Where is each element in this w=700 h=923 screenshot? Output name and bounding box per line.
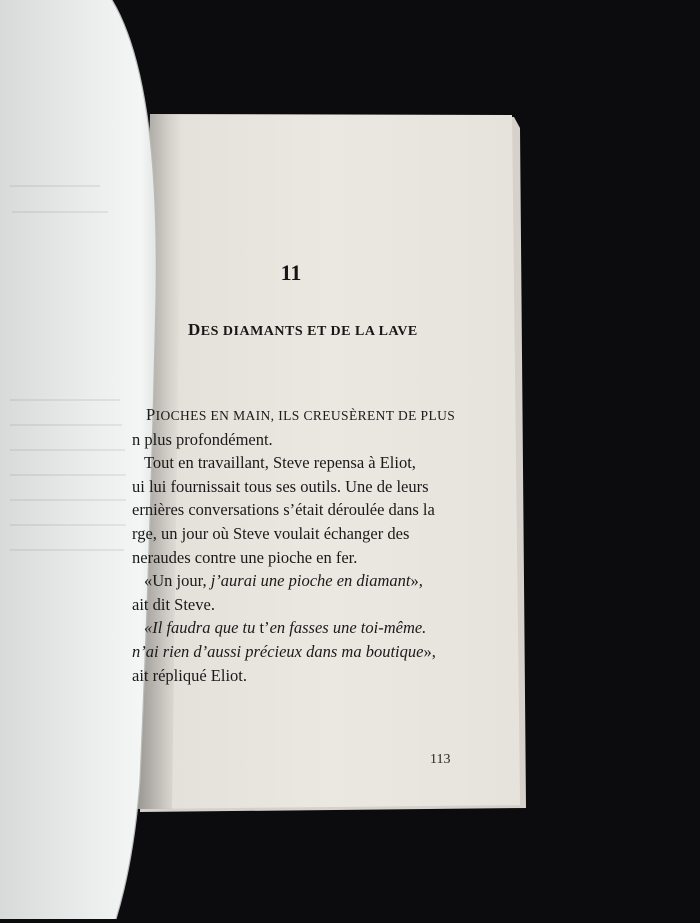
chapter-title-rest: ES DIAMANTS ET DE LA LAVE	[200, 324, 418, 339]
text-line-7: neraudes contre une pioche en fer.	[132, 547, 358, 567]
text-line-3	[132, 451, 452, 475]
text-line-8	[132, 569, 452, 593]
body-text	[132, 403, 456, 687]
quote2-t: t’	[259, 618, 270, 638]
text-line-2: n plus profondément.	[132, 429, 273, 449]
text-line-12: ait répliqué Eliot.	[132, 665, 248, 685]
chapter-title-initial: D	[188, 320, 201, 339]
quote3-close: »,	[423, 641, 436, 661]
chapter-number: 11	[280, 260, 302, 285]
chapter-title	[188, 320, 418, 340]
text-line-9: ait dit Steve.	[132, 594, 215, 614]
text-line-1	[132, 403, 456, 428]
quote1-italic: j’aurai une pioche en diamant	[210, 571, 411, 591]
quote2-open: «Il faudra que tu	[144, 618, 260, 638]
quote1-close: »,	[410, 571, 423, 591]
opening-cap: P	[146, 405, 156, 424]
text-line-10	[132, 616, 452, 640]
text-line-4: ui lui fournissait tous ses outils. Une de leurs	[132, 476, 429, 496]
quote1-open: «Un jour,	[144, 571, 211, 591]
text-line-11	[132, 640, 452, 664]
quote3-italic: n’ai rien d’aussi précieux dans ma boutique	[132, 641, 424, 661]
quote2-italic: en fasses une toi-même.	[269, 618, 427, 638]
text-line-5: ernières conversations s’était déroulée dans la	[132, 500, 435, 520]
text-line-6: rge, un jour où Steve voulait échanger des	[132, 523, 410, 543]
page-content	[132, 120, 526, 810]
text-line-3-content: Tout en travaillant, Steve repensa à Eliot,	[144, 453, 416, 473]
opening-smallcaps: IOCHES EN MAIN, ILS CREUSÈRENT DE PLUS	[155, 408, 456, 423]
page-number: 113	[430, 752, 451, 767]
